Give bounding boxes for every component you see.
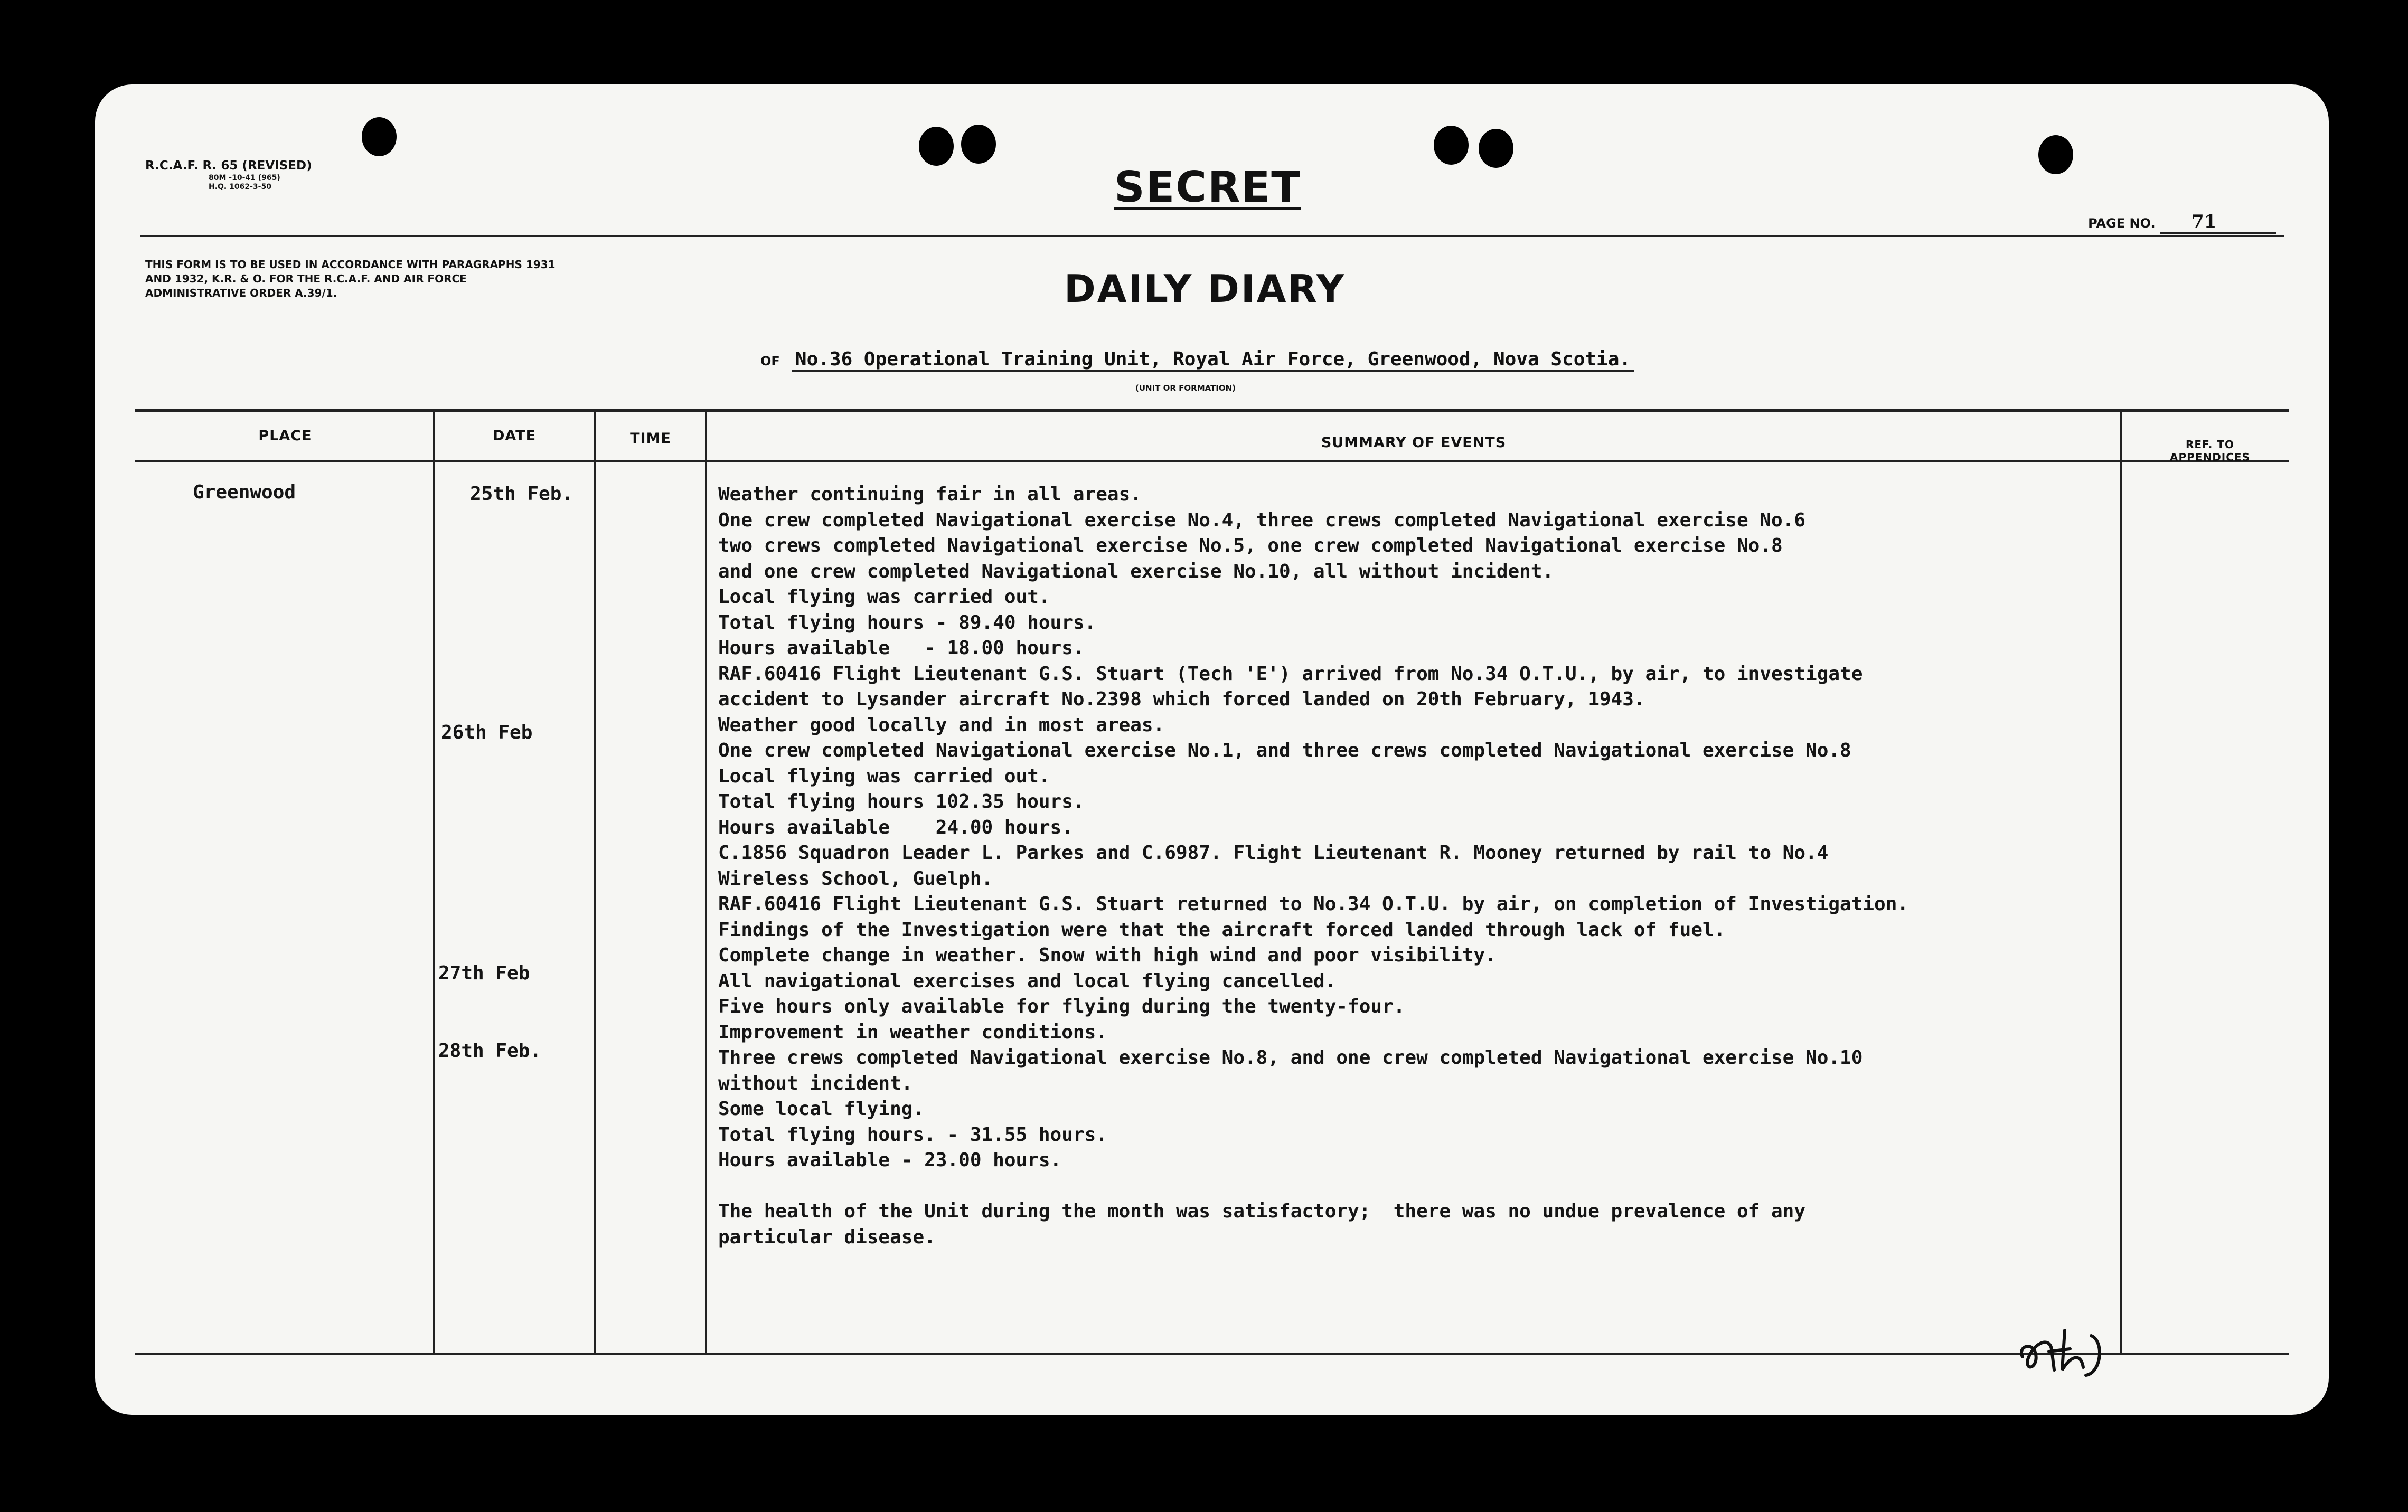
summary-line: particular disease.: [718, 1226, 936, 1248]
punch-hole: [1434, 126, 1469, 165]
summary-of-events: [718, 482, 2223, 1250]
summary-line: [718, 1174, 2223, 1199]
column-divider: [705, 410, 707, 1354]
summary-line: Hours available 24.00 hours.: [718, 816, 1073, 838]
column-header-date: DATE: [492, 428, 537, 444]
summary-line: Complete change in weather. Snow with high wind and poor visibility.: [718, 944, 1497, 966]
form-code-block: [145, 158, 312, 192]
page-number: [2088, 211, 2276, 234]
summary-line: Local flying was carried out.: [718, 765, 1050, 787]
date-value: 28th Feb.: [438, 1040, 542, 1062]
diary-sheet: [95, 84, 2329, 1415]
summary-line: accident to Lysander aircraft No.2398 which forced landed on 20th February, 1943.: [718, 688, 1645, 710]
summary-line: without incident.: [718, 1072, 913, 1094]
classification-stamp: SECRET: [1114, 163, 1301, 212]
summary-line: Local flying was carried out.: [718, 586, 1050, 608]
column-divider: [433, 410, 435, 1354]
punch-hole: [1479, 129, 1513, 168]
print-line: H.Q. 1062-3-50: [209, 183, 271, 192]
summary-line: two crews completed Navigational exercise No.5, one crew completed Navigational exercise No.8: [718, 535, 1783, 556]
summary-line: Three crews completed Navigational exercise No.8, and one crew completed Navigational exercise No.10: [718, 1047, 1863, 1069]
punch-hole: [961, 125, 996, 164]
print-line: 80M -10-41 (965): [209, 173, 280, 182]
date-value: 26th Feb: [441, 722, 533, 743]
summary-line: Weather good locally and in most areas.: [718, 714, 1165, 736]
summary-line: Hours available - 18.00 hours.: [718, 637, 1085, 659]
column-divider: [594, 410, 596, 1354]
summary-line: RAF.60416 Flight Lieutenant G.S. Stuart returned to No.34 O.T.U. by air, on completion of Investigation.: [718, 893, 1909, 915]
unit-name: No.36 Operational Training Unit, Royal Air Force, Greenwood, Nova Scotia.: [792, 348, 1634, 372]
date-value: 27th Feb: [438, 962, 530, 984]
summary-line: and one crew completed Navigational exercise No.10, all without incident.: [718, 560, 1554, 582]
punch-hole: [2038, 135, 2073, 174]
handwritten-initials: [2012, 1320, 2118, 1383]
form-code: R.C.A.F. R. 65 (REVISED): [145, 159, 312, 173]
summary-line: One crew completed Navigational exercise No.4, three crews completed Navigational exercise No.6: [718, 509, 1806, 531]
summary-line: Five hours only available for flying during the twenty-four.: [718, 996, 1405, 1017]
summary-line: Findings of the Investigation were that the aircraft forced landed through lack of fuel.: [718, 919, 1726, 941]
punch-hole: [919, 127, 954, 166]
column-header-ref: REF. TO APPENDICES: [2170, 438, 2250, 464]
of-label: OF: [760, 354, 780, 368]
summary-line: Improvement in weather conditions.: [718, 1021, 1107, 1043]
page-number-value: 71: [2160, 211, 2276, 234]
column-header-place: PLACE: [258, 428, 312, 444]
table-top-rule: [135, 409, 2289, 412]
column-header-time: TIME: [630, 430, 671, 447]
table-bottom-rule: [135, 1353, 2289, 1355]
date-value: 25th Feb.: [470, 483, 573, 505]
summary-line: Total flying hours 102.35 hours.: [718, 791, 1085, 812]
summary-line: RAF.60416 Flight Lieutenant G.S. Stuart (Tech 'E') arrived from No.34 O.T.U., by air, to investigate: [718, 663, 1863, 685]
summary-line: Weather continuing fair in all areas.: [718, 484, 1142, 505]
page-number-label: PAGE NO.: [2088, 216, 2156, 231]
unit-line: [760, 348, 1634, 370]
summary-line: Total flying hours - 89.40 hours.: [718, 611, 1096, 634]
header-rule: [140, 235, 2284, 237]
summary-line: Some local flying.: [718, 1098, 925, 1120]
unit-caption: (UNIT OR FORMATION): [1135, 383, 1236, 393]
table-header-rule: [135, 460, 2289, 462]
page-title: DAILY DIARY: [1064, 267, 1346, 311]
summary-line: All navigational exercises and local flying cancelled.: [718, 970, 1337, 992]
punch-hole: [362, 117, 397, 156]
summary-line: Hours available - 23.00 hours.: [718, 1149, 1062, 1171]
summary-line: One crew completed Navigational exercise No.1, and three crews completed Navigational exercise No.8: [718, 740, 1851, 761]
form-instructions: THIS FORM IS TO BE USED IN ACCORDANCE WITH PARAGRAPHS 1931 AND 1932, K.R. & O. FOR THE R.C.A.F. AND AIR FORCE ADMINISTRATIVE ORDER A.39/1.: [145, 258, 556, 299]
column-header-summary: SUMMARY OF EVENTS: [1321, 434, 1507, 451]
summary-line: C.1856 Squadron Leader L. Parkes and C.6987. Flight Lieutenant R. Mooney returned by rail to No.4: [718, 842, 1829, 864]
summary-line: Wireless School, Guelph.: [718, 867, 993, 890]
summary-line: Total flying hours. - 31.55 hours.: [718, 1123, 1107, 1146]
place-value: Greenwood: [193, 481, 296, 503]
summary-line: The health of the Unit during the month was satisfactory; there was no undue prevalence of any: [718, 1201, 1806, 1222]
